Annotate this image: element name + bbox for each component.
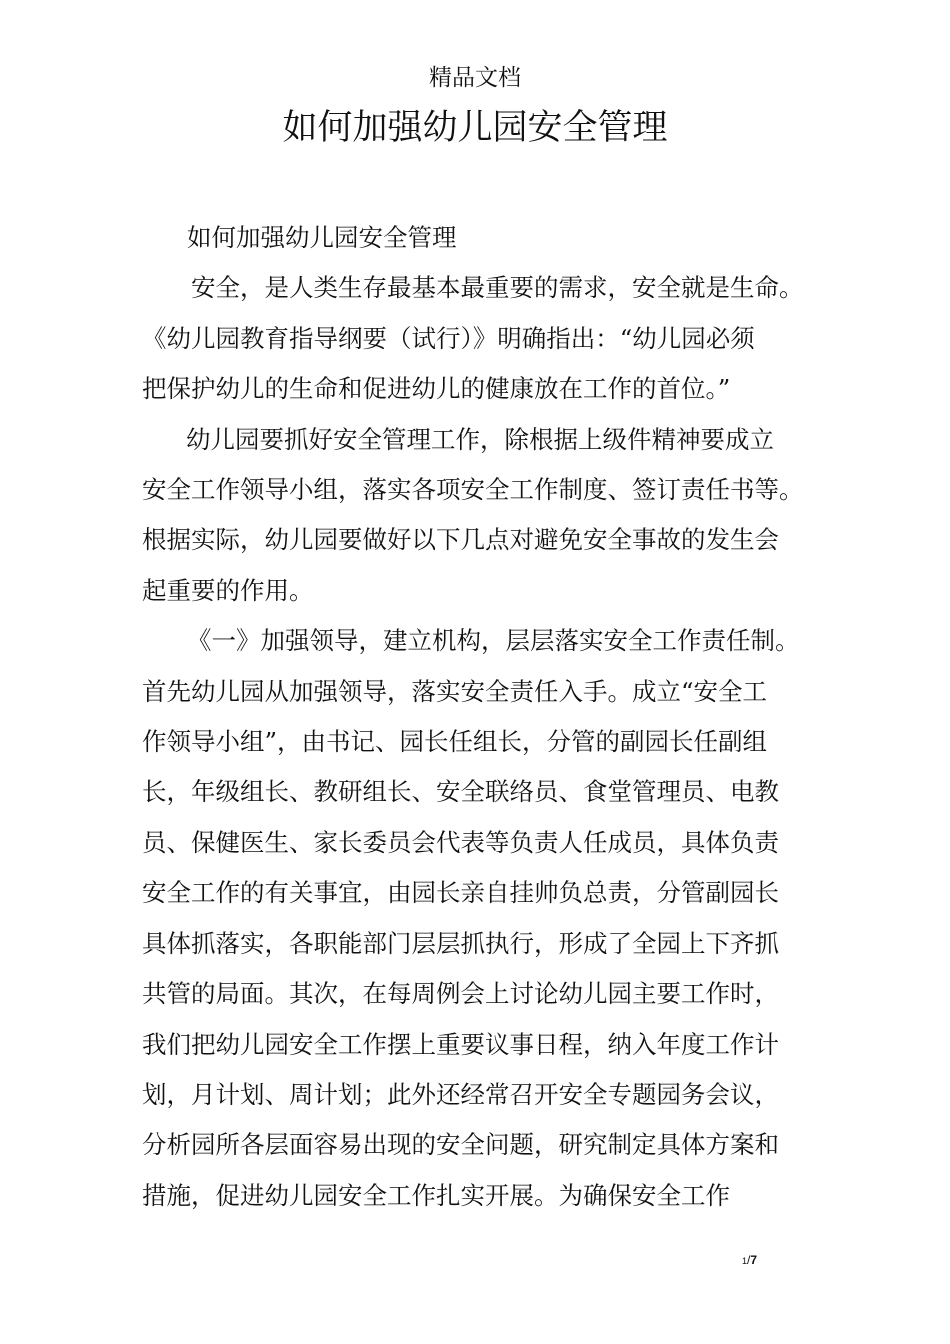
paragraph-line: 分析园所各层面容易出现的安全问题，研究制定具体方案和: [142, 1130, 779, 1160]
page-header: 精品文档: [429, 65, 521, 91]
paragraph-line: 起重要的作用。: [142, 575, 314, 605]
paragraph-line: 幼儿园要抓好安全管理工作，除根据上级件精神要成立: [186, 424, 774, 454]
paragraph-line: 把保护幼儿的生命和促进幼儿的健康放在工作的首位。”: [142, 374, 731, 404]
page-number-total: 7: [750, 1253, 758, 1267]
paragraph-line: 作领导小组”，由书记、园长任组长，分管的副园长任副组: [142, 727, 768, 757]
paragraph-line: 措施，促进幼儿园安全工作扎实开展。为确保安全工作: [142, 1180, 730, 1210]
document-title: 如何加强幼儿园安全管理: [282, 108, 668, 148]
paragraph-line: 安全，是人类生存最基本最重要的需求，安全就是生命。: [191, 273, 804, 303]
page-number-current: 1: [742, 1256, 748, 1266]
page-number-separator: /: [747, 1253, 751, 1267]
paragraph-line: 首先幼儿园从加强领导，落实安全责任入手。成立“安全工: [142, 676, 768, 706]
document-body: [142, 213, 822, 1221]
paragraph-line: 安全工作领导小组，落实各项安全工作制度、签订责任书等。: [142, 475, 804, 505]
document-subtitle: 如何加强幼儿园安全管理: [187, 223, 457, 252]
paragraph-line: 具体抓落实，各职能部门层层抓执行，形成了全园上下齐抓: [142, 928, 779, 958]
paragraph-line: 长，年级组长、教研组长、安全联络员、食堂管理员、电教: [142, 777, 779, 807]
page-number: [742, 1252, 757, 1269]
paragraph-line: 我们把幼儿园安全工作摆上重要议事日程，纳入年度工作计: [142, 1029, 779, 1059]
paragraph-line: 共管的局面。其次，在每周例会上讨论幼儿园主要工作时，: [142, 979, 779, 1009]
paragraph-line: 划，月计划、周计划；此外还经常召开安全专题园务会议，: [142, 1079, 779, 1109]
paragraph-line: 《一》加强领导，建立机构，层层落实安全工作责任制。: [187, 626, 800, 656]
paragraph-line: 安全工作的有关事宜，由园长亲自挂帅负总责，分管副园长: [142, 878, 779, 908]
paragraph-line: 根据实际，幼儿园要做好以下几点对避免安全事故的发生会: [142, 525, 779, 555]
paragraph-line: 员、保健医生、家长委员会代表等负责人任成员，具体负责: [142, 827, 779, 857]
paragraph-line: 《幼儿园教育指导纲要（试行）》明确指出：“幼儿园必须: [142, 323, 755, 353]
